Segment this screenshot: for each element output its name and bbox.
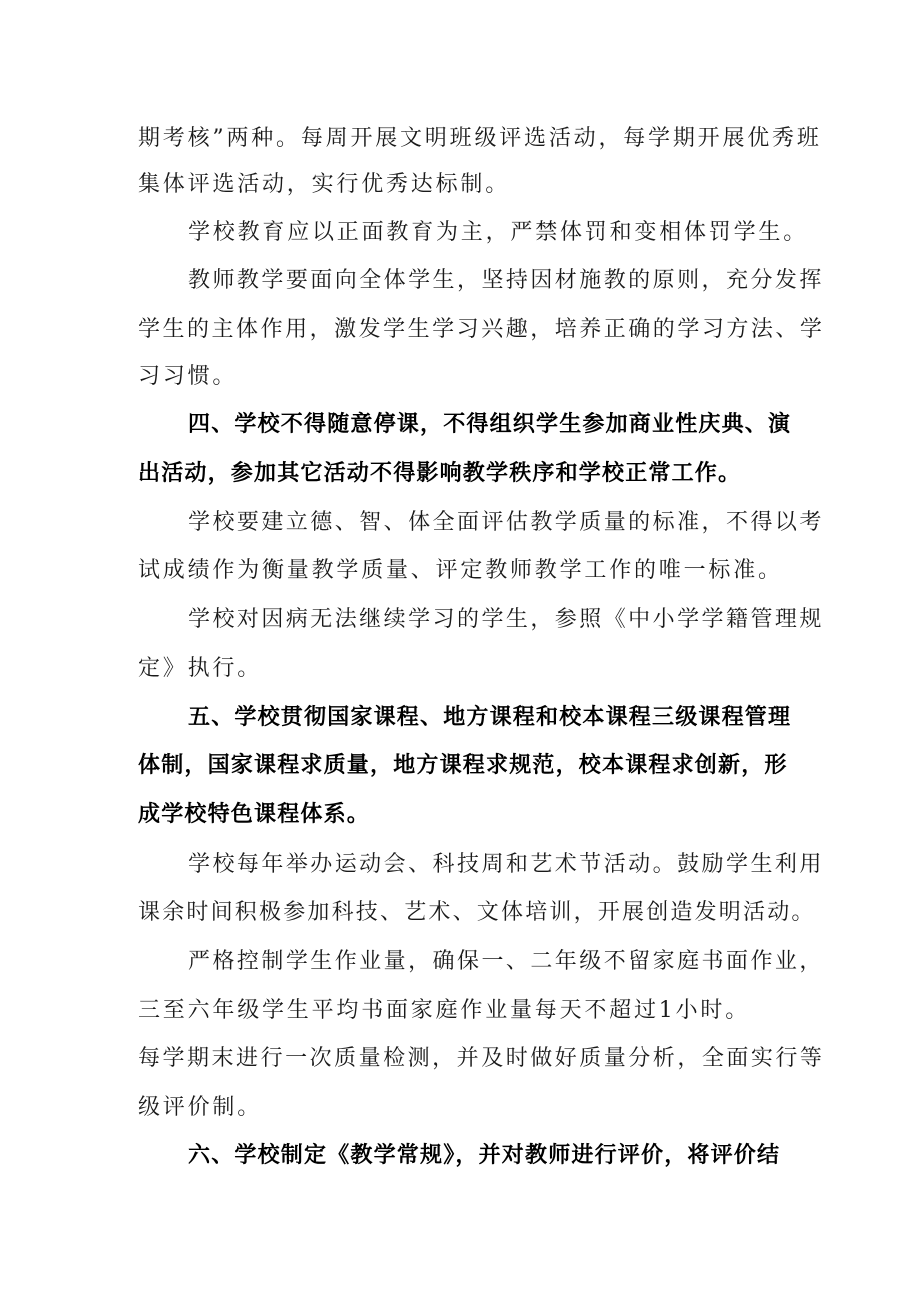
text-line: 学校要建立德、智、体全面评估教学质量的标准，不得以考 (188, 510, 824, 535)
text-line: 集体评选活动，实行优秀达标制。 (138, 172, 511, 197)
text-line: 习习惯。 (138, 364, 238, 389)
section-heading-line: 成学校特色课程体系。 (138, 802, 371, 827)
text-line: 期考核”两种。每周开展文明班级评选活动，每学期开展优秀班 (138, 126, 822, 151)
text-line: 定》执行。 (138, 656, 263, 681)
text-line: 学生的主体作用，激发学生学习兴趣，培养正确的学习方法、学 (138, 317, 825, 342)
text-line: 课余时间积极参加科技、艺术、文体培训，开展创造发明活动。 (138, 900, 816, 925)
text-line: 学校每年举办运动会、科技周和艺术节活动。鼓励学生利用 (188, 852, 824, 877)
section-heading-line: 体制，国家课程求质量，地方课程求规范，校本课程求创新，形 (138, 753, 788, 778)
section-heading-line: 五、学校贯彻国家课程、地方课程和校本课程三级课程管理 (188, 705, 792, 730)
text-line: 学校教育应以正面教育为主，严禁体罚和变相体罚学生。 (188, 220, 809, 245)
text-line: 试成绩作为衡量教学质量、评定教师教学工作的唯一标准。 (138, 558, 783, 583)
text-line: 级评价制。 (138, 1095, 263, 1120)
text-line: 教师教学要面向全体学生，坚持因材施教的原则，充分发挥 (188, 268, 824, 293)
section-heading-line: 六、学校制定《教学常规》，并对教师进行评价，将评价结 (188, 1143, 781, 1168)
text-line: 严格控制学生作业量，确保一、二年级不留家庭书面作业， (188, 949, 824, 974)
text-line: 学校对因病无法继续学习的学生，参照《中小学学籍管理规 (188, 607, 824, 632)
section-heading-line: 出活动，参加其它活动不得影响教学秩序和学校正常工作。 (138, 461, 742, 486)
text-line: 每学期末进行一次质量检测，并及时做好质量分析，全面实行等 (138, 1046, 825, 1071)
section-heading-line: 四、学校不得随意停课，不得组织学生参加商业性庆典、演 (188, 412, 792, 437)
text-line: 三至六年级学生平均书面家庭作业量每天不超过1小时。 (138, 998, 750, 1023)
